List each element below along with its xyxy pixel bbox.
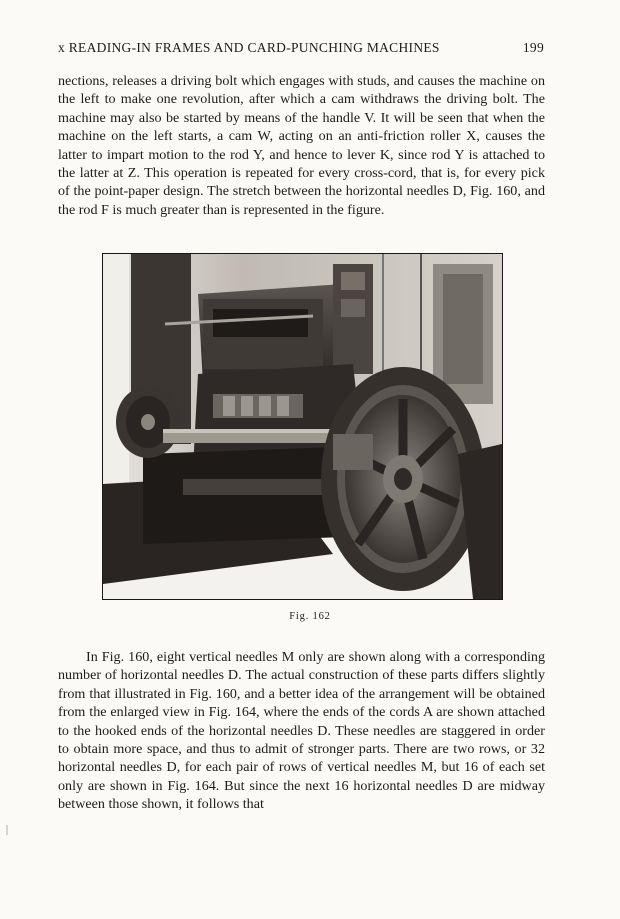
- page-number: 199: [522, 40, 544, 55]
- figure-caption: Fig. 162: [289, 611, 331, 622]
- machine-photo-illustration: [103, 254, 502, 599]
- header-title: [58, 40, 440, 56]
- body-paragraph: nections, releases a driving bolt which engages with studs, and causes the machine on the left to make one revolution, after which a cam withdraws the driving bolt. The machine may also be started by means of the handle V. It will be seen that when the machine on the left starts, a cam W, acting on an anti-friction roller X, causes the latter to impart motion to the rod Y, and hence to lever K, since rod Y is attached to the latter at Z. This operation is repeated for every cross-cord, that is, for every pick of the point-paper design. The stretch between the horizontal needles D, Fig. 160, and the rod F is much greater than is represented in the figure.: [58, 73, 545, 218]
- machine-photograph: [103, 254, 502, 599]
- header-roman: x: [58, 40, 66, 55]
- header-title-text: READING-IN FRAMES AND CARD-PUNCHING MACHINES: [68, 40, 440, 55]
- running-header: [58, 40, 544, 56]
- page-edge-mark: [6, 825, 8, 835]
- body-paragraph: In Fig. 160, eight vertical needles M only are shown along with a corresponding number of horizontal needles D. The actual construction of these parts differs slightly from that illustrated in Fig. 160, and a better idea of the arrangement will be obtained from the enlarged view in Fig. 164, where the ends of the cords A are shown attached to the hooked ends of the horizontal needles D. These needles are staggered in order to obtain more space, and thus to admit of stronger parts. There are two rows, or 32 horizontal needles D, for each pair of rows of vertical needles M, but 16 of each set only are shown in Fig. 164. But since the next 16 horizontal needles D are midway between those shown, it follows that: [58, 649, 545, 813]
